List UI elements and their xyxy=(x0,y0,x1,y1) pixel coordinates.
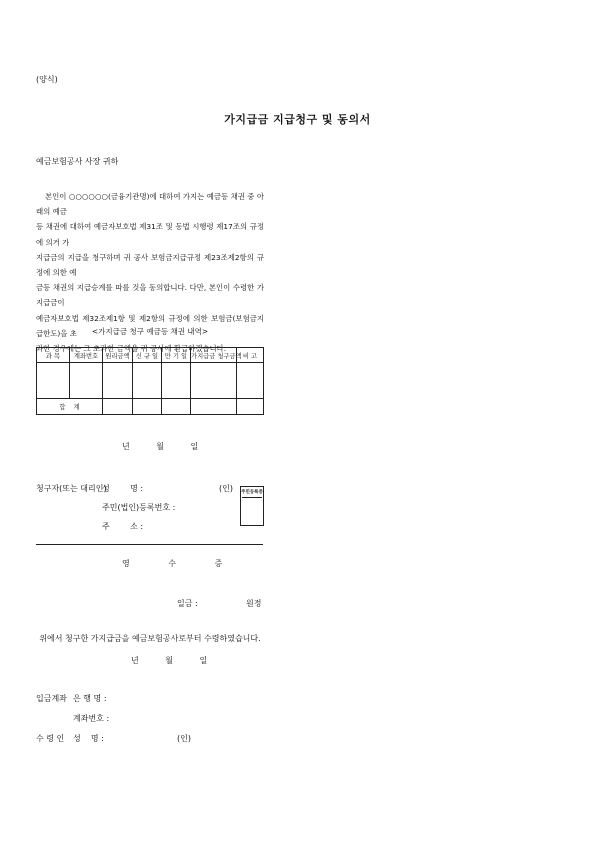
paragraph-line: 본인이 ○○○○○○(금융기관명)에 대하여 가지는 예금등 채권 중 아래의 예금 xyxy=(36,192,264,217)
total-claim-amount[interactable] xyxy=(191,399,237,415)
registration-number-label: 주민(법인)등록번호 : xyxy=(102,503,176,512)
amount-label: 일금 : xyxy=(177,599,198,608)
header-maturity-date: 만 기 일 xyxy=(162,348,191,363)
header-claim-amount: 가지급금 청구금액 xyxy=(191,348,237,363)
total-label: 합 계 xyxy=(37,399,103,415)
claim-date: 년 월 일 xyxy=(122,442,211,451)
receipt-confirmation: 위에서 청구한 가지급금을 예금보험공사로부터 수령하였습니다. xyxy=(39,634,261,643)
total-principal-interest[interactable] xyxy=(103,399,133,415)
cell-claim-amount[interactable] xyxy=(191,363,237,399)
table-header-row xyxy=(37,348,264,363)
recipient-name-label: 성 명 : xyxy=(73,734,104,743)
total-opening-date[interactable] xyxy=(133,399,162,415)
deposit-account-label: 입금계좌 xyxy=(36,694,67,703)
total-remarks[interactable] xyxy=(237,399,264,415)
recipient-label: 수 령 인 xyxy=(36,734,65,743)
cell-subject[interactable] xyxy=(37,363,70,399)
cell-remarks[interactable] xyxy=(237,363,264,399)
bank-name-label: 은 행 명 : xyxy=(73,694,107,703)
amount-unit: 원정 xyxy=(246,599,262,608)
form-label: (양식) xyxy=(36,75,58,84)
header-subject: 과 목 xyxy=(37,348,70,363)
paragraph-line: 지급금의 지급을 청구하며 귀 공사 보험금지급규정 제23조제2항의 규정에 의한 예 xyxy=(36,252,264,278)
claim-items-table xyxy=(36,347,264,415)
id-attachment-label: 주민등록증 xyxy=(241,490,263,495)
table-row xyxy=(37,363,264,399)
header-remarks: 비 고 xyxy=(237,348,264,363)
claimant-seal-mark: (인) xyxy=(219,484,233,493)
cell-account-number[interactable] xyxy=(70,363,103,399)
paragraph-line: 등 채권에 대하여 예금자보호법 제31조 및 동법 시행령 제17조의 규정에 의거 가 xyxy=(36,222,264,247)
total-maturity-date[interactable] xyxy=(162,399,191,415)
claimant-name-label: 성 명 : xyxy=(102,484,144,493)
header-account-number: 계좌번호 xyxy=(70,348,103,363)
addressee: 예금보험공사 사장 귀하 xyxy=(36,157,119,166)
id-attachment-box[interactable] xyxy=(240,486,264,526)
receipt-title: 영 수 증 xyxy=(122,559,241,568)
table-total-row xyxy=(37,399,264,415)
document-title: 가지급금 지급청구 및 동의서 xyxy=(224,113,371,126)
paragraph-line: 과한 경우에는 그 초과한 금액을 귀 공사에 환급하겠습니다. xyxy=(36,344,227,354)
paragraph-line: 금등 채권의 지급승계를 따를 것을 동의합니다. 다만, 본인이 수령한 가지급금이 xyxy=(36,283,264,308)
claimant-label: 청구자(또는 대리인) xyxy=(36,484,107,493)
recipient-seal-mark: (인) xyxy=(177,734,191,743)
paragraph-line: 예금자보호법 제32조제1항 및 제2항의 규정에 의한 보험금(보험금지급한도)을 초 xyxy=(36,313,264,338)
account-number-label: 계좌번호 : xyxy=(73,714,110,723)
address-label: 주 소 : xyxy=(102,522,144,531)
table-caption: <가지급금 청구 예금등 채권 내역> xyxy=(91,327,209,336)
receipt-date: 년 월 일 xyxy=(131,656,220,665)
header-principal-interest: 원리금액 xyxy=(103,348,133,363)
divider xyxy=(242,497,262,498)
header-opening-date: 신 규 일 xyxy=(133,348,162,363)
cell-principal-interest[interactable] xyxy=(103,363,133,399)
cell-maturity-date[interactable] xyxy=(162,363,191,399)
section-divider xyxy=(36,544,263,545)
cell-opening-date[interactable] xyxy=(133,363,162,399)
